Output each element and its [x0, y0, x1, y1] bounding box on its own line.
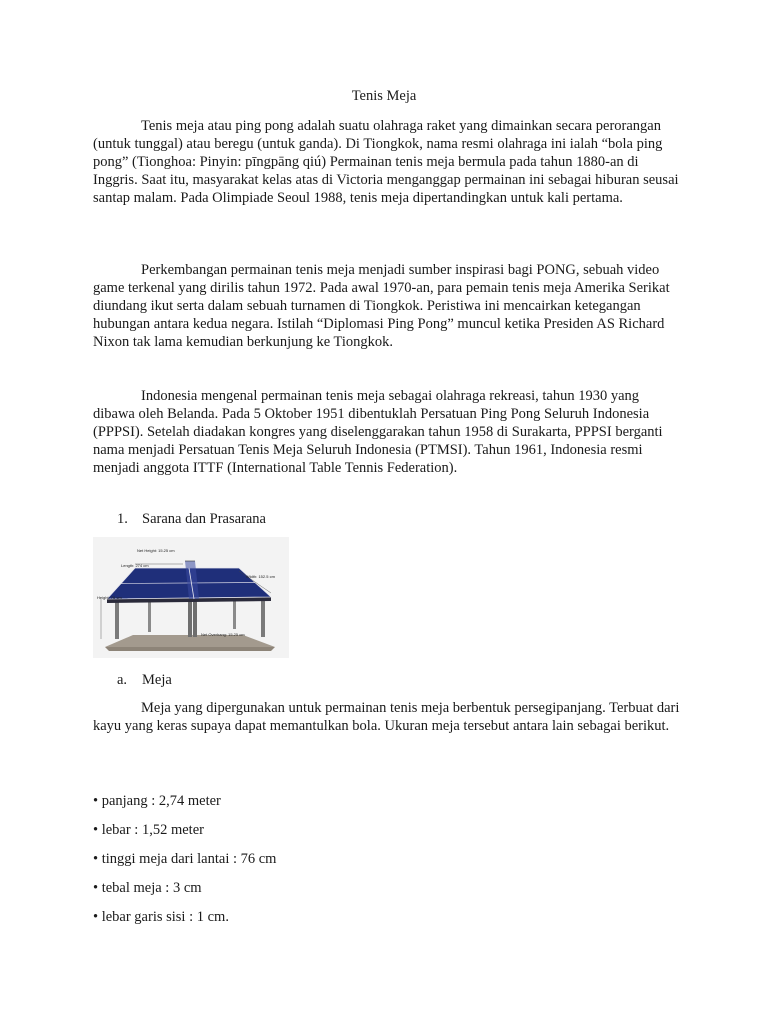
paragraph-history-text: Tenis meja atau ping pong adalah suatu olahraga raket yang dimainkan secara perorangan (untuk tunggal) atau beregu (untuk ganda). Di Tiongkok, nama resmi olahraga ini ialah “bola ping pong” (Tionghoa: Pinyin: pīngpāng qiú) Permainan tenis meja bermula pada tahun 1880-an di Inggris. Saat itu, masyarakat kelas atas di Victoria menganggap permainan ini sebagai hiburan seusai santap malam. Pada Olimpiade Seoul 1988, tenis meja dipertandingkan untuk kali pertama. [93, 118, 679, 206]
bullet-panjang: • panjang : 2,74 meter [93, 793, 221, 809]
label-height: Height: 76 cm [97, 595, 122, 600]
table-diagram-svg [93, 537, 289, 658]
document-title: Tenis Meja [351, 88, 417, 104]
paragraph-meja [93, 699, 683, 735]
label-length: Length: 274 cm [121, 563, 149, 568]
paragraph-pong-text: Perkembangan permainan tenis meja menjadi sumber inspirasi bagi PONG, sebuah video game terkenal yang dirilis tahun 1972. Pada awal 1970-an, para pemain tenis meja Amerika Serikat diundang ikut serta dalam sebuah turnamen di Tiongkok. Peristiwa ini mencairkan ketegangan hubungan antara kedua negara. Istilah “Diplomasi Ping Pong” muncul ketika Presiden AS Richard Nixon tak lama kemudian berkunjung ke Tiongkok. [93, 262, 670, 350]
list-item-label: Sarana dan Prasarana [142, 511, 266, 527]
label-net-overhang: Net Overhang: 15.25 cm [201, 632, 245, 637]
label-net-height: Net Height: 15.25 cm [137, 548, 175, 553]
paragraph-indonesia [93, 387, 683, 477]
table-diagram-image [93, 537, 289, 658]
bullet-tebal: • tebal meja : 3 cm [93, 880, 202, 896]
bullet-garis-sisi: • lebar garis sisi : 1 cm. [93, 909, 229, 925]
list-item-number: 1. [117, 511, 128, 527]
label-width: Width: 152.5 cm [246, 574, 275, 579]
bullet-lebar: • lebar : 1,52 meter [93, 822, 204, 838]
paragraph-history [93, 117, 683, 207]
sub-item-label: Meja [142, 672, 172, 688]
sub-item-meja [117, 671, 172, 689]
paragraph-meja-text: Meja yang dipergunakan untuk permainan tenis meja berbentuk persegipanjang. Terbuat dari kayu yang keras supaya dapat memantulkan bola. Ukuran meja tersebut antara lain sebagai berikut. [93, 700, 680, 734]
paragraph-pong [93, 261, 683, 351]
paragraph-indonesia-text: Indonesia mengenal permainan tenis meja sebagai olahraga rekreasi, tahun 1930 yang dibawa oleh Belanda. Pada 5 Oktober 1951 dibentuklah Persatuan Ping Pong Seluruh Indonesia (PPPSI). Setelah diadakan kongres yang diselenggarakan tahun 1958 di Surakarta, PPPSI berganti nama menjadi Persatuan Tenis Meja Seluruh Indonesia (PTMSI). Tahun 1961, Indonesia resmi menjadi anggota ITTF (International Table Tennis Federation). [93, 388, 663, 476]
list-item-sarana [117, 510, 266, 528]
bullet-tinggi: • tinggi meja dari lantai : 76 cm [93, 851, 277, 867]
sub-item-letter: a. [117, 672, 128, 688]
